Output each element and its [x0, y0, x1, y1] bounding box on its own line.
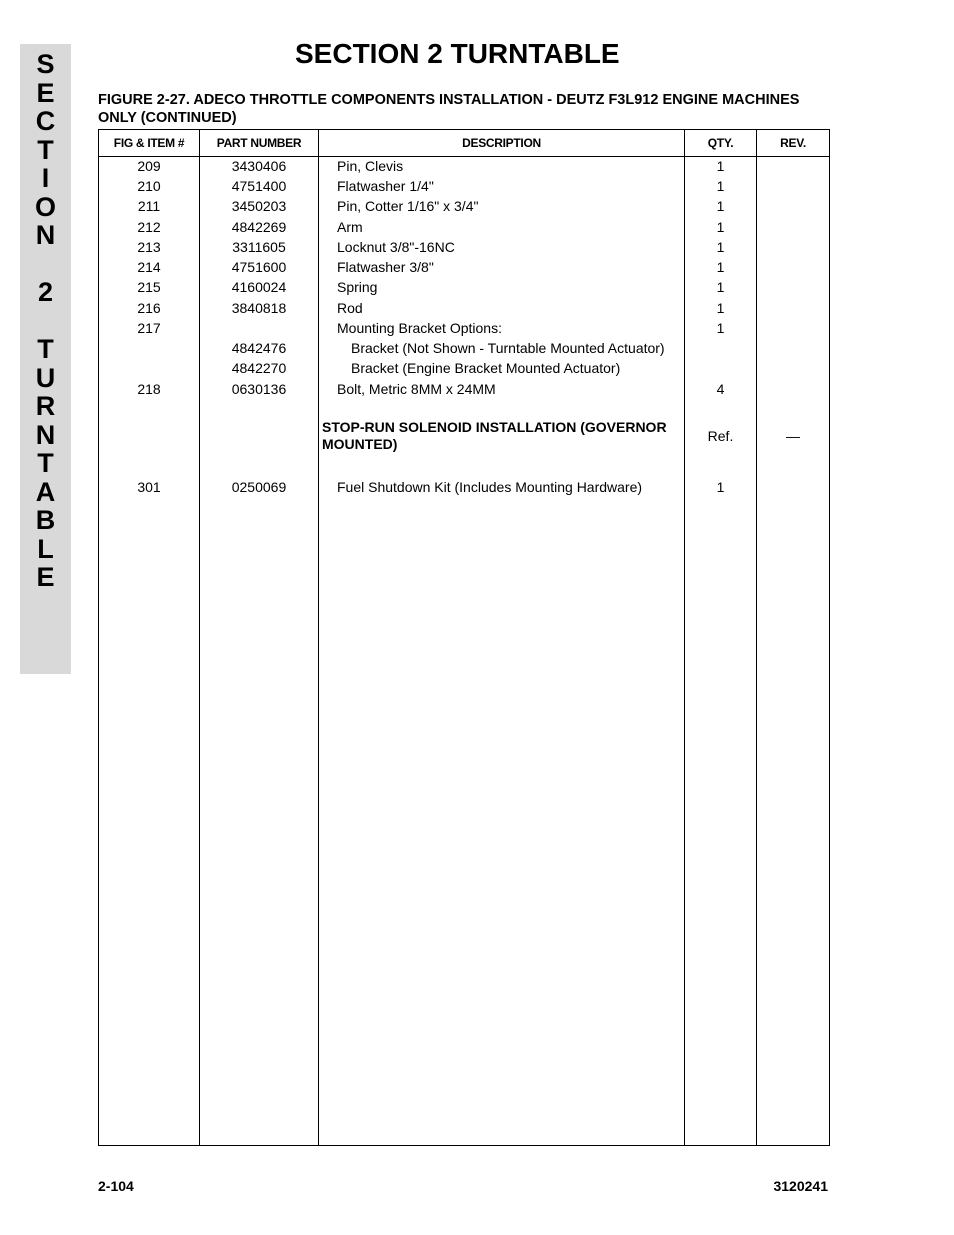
part-number: 4842269	[231, 219, 287, 235]
part-number: 4751600	[231, 259, 287, 275]
part-number: 3311605	[232, 239, 286, 255]
part-number: 0250069	[231, 479, 287, 495]
table-row	[99, 176, 829, 196]
item-number: 212	[137, 219, 161, 235]
quantity: 1	[716, 239, 725, 255]
quantity: 1	[716, 320, 725, 336]
quantity: 1	[716, 178, 725, 194]
side-letter: C	[35, 106, 56, 136]
side-letter: 2	[37, 277, 54, 307]
table-row	[99, 358, 829, 378]
side-letter	[20, 307, 71, 336]
item-number: 301	[137, 479, 161, 495]
item-number: 217	[137, 320, 161, 336]
document-number: 3120241	[773, 1178, 828, 1194]
quantity: 4	[716, 381, 725, 397]
description: Flatwasher 3/8"	[337, 259, 434, 275]
table-row	[99, 237, 829, 257]
side-letter: B	[35, 505, 56, 535]
description: Pin, Cotter 1/16" x 3/4"	[337, 198, 479, 214]
table-row	[99, 257, 829, 277]
item-number: 216	[137, 300, 161, 316]
side-letter: I	[41, 163, 50, 193]
quantity: 1	[716, 198, 725, 214]
side-letter: L	[37, 533, 54, 564]
description: Arm	[337, 219, 363, 235]
item-number: 215	[137, 279, 161, 295]
description: Bracket (Not Shown - Turntable Mounted Actuator)	[351, 340, 665, 356]
side-letter: E	[36, 77, 55, 108]
figure-title: FIGURE 2-27. ADECO THROTTLE COMPONENTS INSTALLATION - DEUTZ F3L912 ENGINE MACHINES ONLY (CONTINUED)	[98, 92, 800, 126]
description: Locknut 3/8"-16NC	[337, 239, 455, 255]
part-number: 3840818	[231, 300, 287, 316]
page-number: 2-104	[98, 1178, 134, 1194]
section-title: SECTION 2 TURNTABLE	[295, 38, 620, 69]
side-letter: R	[35, 391, 56, 421]
side-letter: O	[34, 191, 56, 222]
side-tab-letters	[20, 50, 71, 592]
description: Bolt, Metric 8MM x 24MM	[337, 381, 496, 397]
subheading-description: STOP-RUN SOLENOID INSTALLATION (GOVERNOR MOUNTED)	[322, 419, 667, 452]
column-header-description: DESCRIPTION	[462, 136, 541, 150]
quantity: 1	[716, 279, 725, 295]
table-row	[99, 156, 829, 176]
table-row	[99, 338, 829, 358]
description: Spring	[337, 279, 378, 295]
quantity: 1	[716, 479, 725, 495]
description: Bracket (Engine Bracket Mounted Actuator)	[351, 360, 621, 376]
table-row	[99, 379, 829, 399]
side-letter: E	[36, 562, 55, 592]
part-number: 4842270	[231, 360, 287, 376]
part-number: 3430406	[231, 158, 287, 174]
column-header-rev: REV.	[780, 136, 806, 150]
quantity: 1	[716, 300, 725, 316]
side-letter: A	[35, 476, 56, 507]
description: Pin, Clevis	[337, 158, 404, 174]
description: Mounting Bracket Options:	[337, 320, 502, 336]
parts-table	[98, 129, 830, 1146]
quantity: 1	[716, 259, 725, 275]
item-number: 211	[137, 198, 161, 214]
table-row	[99, 217, 829, 237]
table-row	[99, 477, 829, 497]
quantity: 1	[716, 158, 725, 174]
item-number: 210	[137, 178, 161, 194]
description: Flatwasher 1/4"	[337, 178, 434, 194]
side-letter: T	[37, 448, 54, 478]
table-subheading-row	[99, 419, 829, 455]
part-number: 4842476	[231, 340, 287, 356]
description: Rod	[337, 300, 363, 316]
part-number: 4751400	[231, 178, 287, 194]
column-header-item: FIG & ITEM #	[113, 136, 185, 150]
item-number: 209	[137, 158, 161, 174]
item-number: 213	[137, 239, 161, 255]
table-row	[99, 298, 829, 318]
quantity: 1	[716, 219, 725, 235]
subheading-quantity: Ref.	[707, 428, 734, 444]
table-row	[99, 277, 829, 297]
side-letter: N	[35, 419, 56, 450]
side-letter: U	[35, 362, 56, 393]
side-letter: T	[37, 134, 54, 165]
part-number: 3450203	[231, 198, 287, 214]
side-letter	[20, 250, 71, 279]
subheading-revision: —	[786, 428, 800, 444]
column-header-part-number: PART NUMBER	[216, 136, 302, 150]
part-number: 4160024	[231, 279, 287, 295]
part-number: 0630136	[231, 381, 287, 397]
item-number: 214	[137, 259, 161, 275]
side-letter: T	[37, 334, 54, 364]
table-row	[99, 318, 829, 338]
table-row	[99, 196, 829, 216]
side-letter: S	[36, 49, 55, 79]
side-letter: N	[35, 220, 56, 250]
item-number: 218	[137, 381, 161, 397]
description: Fuel Shutdown Kit (Includes Mounting Hardware)	[337, 479, 643, 495]
column-header-qty: QTY.	[707, 136, 734, 150]
